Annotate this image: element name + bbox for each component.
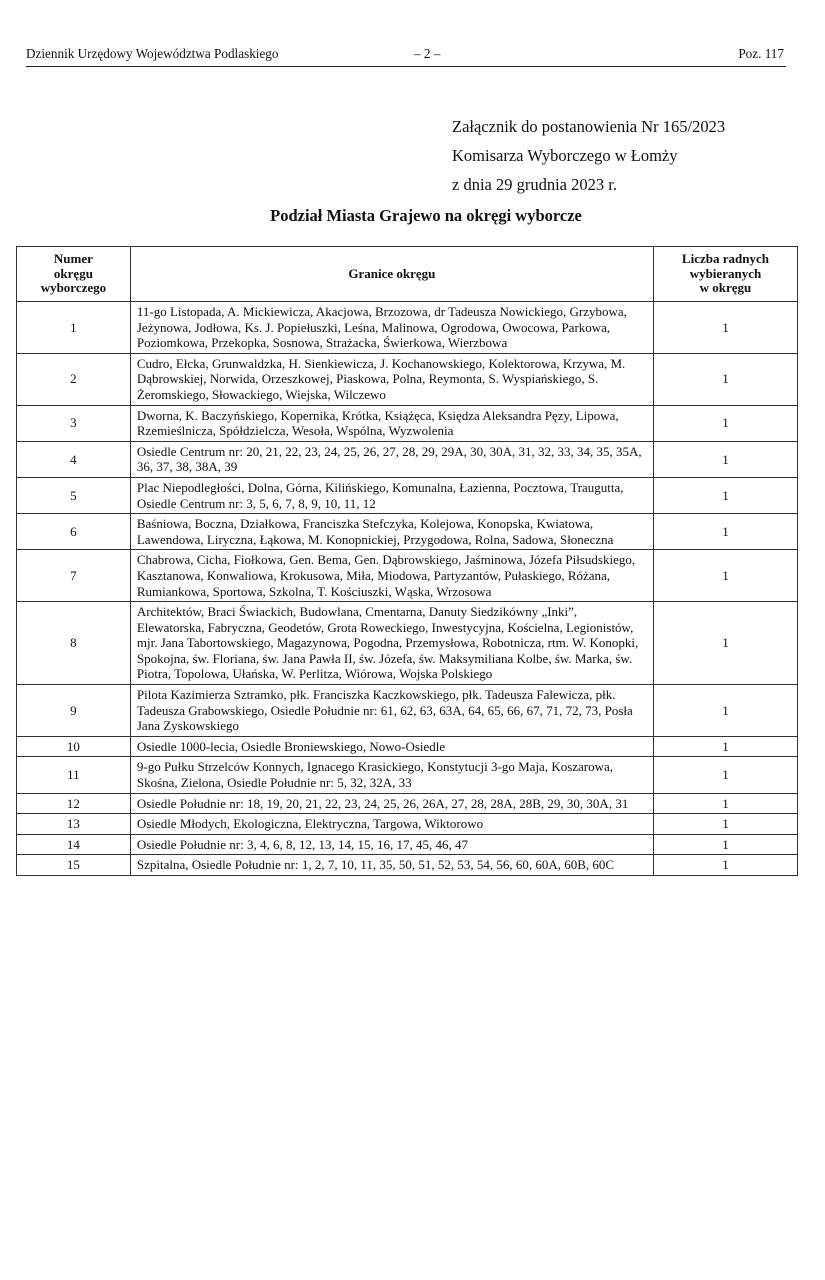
- councillors-count: 1: [653, 757, 797, 793]
- district-boundaries: 11-go Listopada, A. Mickiewicza, Akacjowa, Brzozowa, dr Tadeusza Nowickiego, Grzybowa, Jeżynowa, Jodłowa, Ks. J. Popiełuszki, Leśna, Malinowa, Ogrodowa, Owocowa, Parkowa, Poziomkowa, Przekopka, Sosnowa, Strażacka, Świerkowa, Wierzbowa: [130, 302, 653, 354]
- district-boundaries: Osiedle Młodych, Ekologiczna, Elektryczna, Targowa, Wiktorowo: [130, 814, 653, 835]
- table-row: [17, 302, 798, 354]
- councillors-count: 1: [653, 602, 797, 685]
- table-row: [17, 736, 798, 757]
- councillors-count: 1: [653, 855, 797, 876]
- district-number: 13: [17, 814, 131, 835]
- district-number: 9: [17, 685, 131, 737]
- councillors-count: 1: [653, 814, 797, 835]
- district-number: 14: [17, 834, 131, 855]
- table-row: [17, 477, 798, 513]
- councillors-count: 1: [653, 550, 797, 602]
- councillors-count: 1: [653, 441, 797, 477]
- district-number: 10: [17, 736, 131, 757]
- district-number: 3: [17, 405, 131, 441]
- district-number: 12: [17, 793, 131, 814]
- table-row: [17, 757, 798, 793]
- table-header-row: [17, 247, 798, 302]
- district-boundaries: Dworna, K. Baczyńskiego, Kopernika, Krótka, Książęca, Księdza Aleksandra Pęzy, Lipowa, Rzemieślnicza, Spółdzielcza, Wesoła, Wspólna, Wyzwolenia: [130, 405, 653, 441]
- districts-table: [16, 246, 798, 876]
- district-boundaries: Cudro, Ełcka, Grunwaldzka, H. Sienkiewicza, J. Kochanowskiego, Kolektorowa, Krzywa, M. Dąbrowskiej, Norwida, Orzeszkowej, Piaskowa, Polna, Reymonta, S. Wyspiańskiego, S. Żeromskiego, Słowackiego, Wiejska, Wilczewo: [130, 353, 653, 405]
- annex-note: [452, 112, 725, 199]
- district-number: 2: [17, 353, 131, 405]
- councillors-count: 1: [653, 353, 797, 405]
- district-boundaries: Plac Niepodległości, Dolna, Górna, Kilińskiego, Komunalna, Łazienna, Pocztowa, Traugutta, Osiedle Centrum nr: 3, 5, 6, 7, 8, 9, 10, 11, 12: [130, 477, 653, 513]
- district-number: 11: [17, 757, 131, 793]
- councillors-count: 1: [653, 793, 797, 814]
- district-number: 5: [17, 477, 131, 513]
- district-boundaries: Osiedle Południe nr: 3, 4, 6, 8, 12, 13, 14, 15, 16, 17, 45, 46, 47: [130, 834, 653, 855]
- table-row: [17, 550, 798, 602]
- table-row: [17, 814, 798, 835]
- district-number: 7: [17, 550, 131, 602]
- annex-line-3: z dnia 29 grudnia 2023 r.: [452, 175, 617, 194]
- header-district-number: Numer okręgu wyborczego: [17, 247, 131, 302]
- publication-name: Dziennik Urzędowy Województwa Podlaskiego: [26, 46, 279, 61]
- table-row: [17, 353, 798, 405]
- annex-line-1: Załącznik do postanowienia Nr 165/2023: [452, 117, 726, 136]
- table-row: [17, 441, 798, 477]
- table-row: [17, 405, 798, 441]
- district-boundaries: Szpitalna, Osiedle Południe nr: 1, 2, 7, 10, 11, 35, 50, 51, 52, 53, 54, 56, 60, 60A, 60B, 60C: [130, 855, 653, 876]
- district-boundaries: Architektów, Braci Świackich, Budowlana, Cmentarna, Danuty Siedzikówny „Inki”, Elewatorska, Fabryczna, Geodetów, Grota Roweckiego, Inwestycyjna, Kościelna, Legionistów, mjr. Jana Tabortowskiego, Magazynowa, Pogodna, Przemysłowa, Robotnicza, rtm. W. Konopki, Spokojna, św. Floriana, św. Jana Pawła II, św. Józefa, św. Maksymiliana Kolbe, św. Marka, św. Piotra, Topolowa, Ułańska, W. Perlitza, Wiórowa, Wojska Polskiego: [130, 602, 653, 685]
- page-number: – 2 –: [414, 46, 441, 61]
- district-boundaries: Osiedle Południe nr: 18, 19, 20, 21, 22, 23, 24, 25, 26, 26A, 27, 28, 28A, 28B, 29, 30, 30A, 31: [130, 793, 653, 814]
- district-boundaries: Baśniowa, Boczna, Działkowa, Franciszka Stefczyka, Kolejowa, Konopska, Kwiatowa, Lawendowa, Liryczna, Łąkowa, M. Konopnickiej, Przygodowa, Rolna, Sadowa, Słoneczna: [130, 514, 653, 550]
- annex-line-2: Komisarza Wyborczego w Łomży: [452, 146, 678, 165]
- header-councillors-count: Liczba radnych wybieranych w okręgu: [653, 247, 797, 302]
- position-number: Poz. 117: [738, 46, 784, 61]
- document-title: Podział Miasta Grajewo na okręgi wyborcze: [270, 206, 582, 225]
- table-body: [17, 302, 798, 876]
- councillors-count: 1: [653, 685, 797, 737]
- district-number: 8: [17, 602, 131, 685]
- page-header: [26, 44, 786, 67]
- header-district-boundaries: Granice okręgu: [130, 247, 653, 302]
- table-row: [17, 514, 798, 550]
- table-row: [17, 834, 798, 855]
- councillors-count: 1: [653, 405, 797, 441]
- table-row: [17, 793, 798, 814]
- table-row: [17, 602, 798, 685]
- district-boundaries: 9-go Pułku Strzelców Konnych, Ignacego Krasickiego, Konstytucji 3-go Maja, Koszarowa, Skośna, Zielona, Osiedle Południe nr: 5, 32, 32A, 33: [130, 757, 653, 793]
- district-boundaries: Osiedle Centrum nr: 20, 21, 22, 23, 24, 25, 26, 27, 28, 29, 29A, 30, 30A, 31, 32, 33, 34, 35, 35A, 36, 37, 38, 38A, 39: [130, 441, 653, 477]
- district-number: 15: [17, 855, 131, 876]
- table-row: [17, 685, 798, 737]
- district-boundaries: Chabrowa, Cicha, Fiołkowa, Gen. Bema, Gen. Dąbrowskiego, Jaśminowa, Józefa Piłsudskiego, Kasztanowa, Konwaliowa, Krokusowa, Miła, Miodowa, Partyzantów, Pułaskiego, Różana, Rumiankowa, Sportowa, Szkolna, T. Kościuszki, Wąska, Wrzosowa: [130, 550, 653, 602]
- district-number: 1: [17, 302, 131, 354]
- table-row: [17, 855, 798, 876]
- councillors-count: 1: [653, 477, 797, 513]
- councillors-count: 1: [653, 514, 797, 550]
- councillors-count: 1: [653, 736, 797, 757]
- district-boundaries: Osiedle 1000-lecia, Osiedle Broniewskiego, Nowo-Osiedle: [130, 736, 653, 757]
- councillors-count: 1: [653, 834, 797, 855]
- district-number: 4: [17, 441, 131, 477]
- district-boundaries: Pilota Kazimierza Sztramko, płk. Franciszka Kaczkowskiego, płk. Tadeusza Falewicza, płk. Tadeusza Grabowskiego, Osiedle Południe nr: 61, 62, 63, 63A, 64, 65, 66, 67, 71, 72, 73, Posła Jana Zyskowskiego: [130, 685, 653, 737]
- district-number: 6: [17, 514, 131, 550]
- councillors-count: 1: [653, 302, 797, 354]
